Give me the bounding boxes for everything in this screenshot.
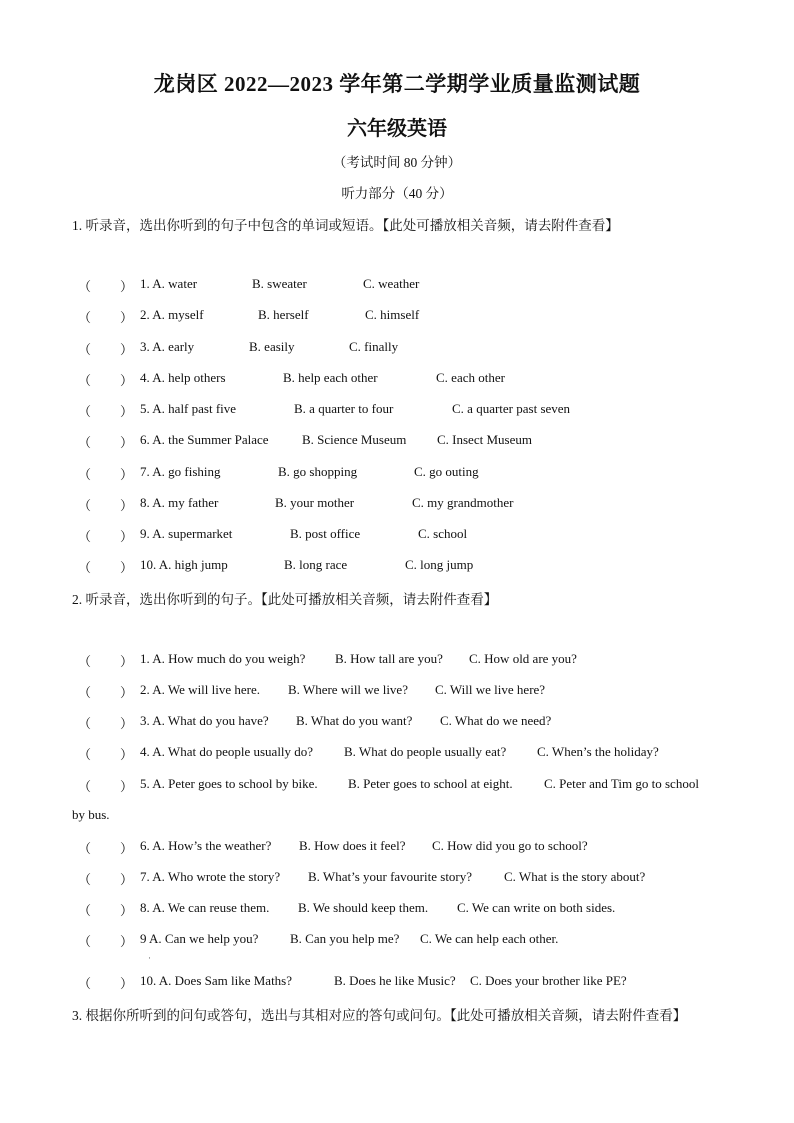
stray-mark: · xyxy=(148,953,151,963)
option-c: C. a quarter past seven xyxy=(452,401,571,416)
option-a: 7. A. go fishing xyxy=(140,464,221,479)
option-c: C. We can write on both sides. xyxy=(457,900,616,915)
answer-blank-open: （ xyxy=(78,685,92,700)
option-a: 4. A. help others xyxy=(140,370,226,385)
part2-question-2 xyxy=(78,682,738,700)
section-heading: 听力部分（40 分） xyxy=(341,186,453,201)
part1-question-1 xyxy=(78,276,738,294)
option-c: C. long jump xyxy=(405,557,474,572)
answer-blank-close: ） xyxy=(120,404,134,419)
option-a: 4. A. What do people usually do? xyxy=(140,744,314,759)
option-a: 1. A. water xyxy=(140,276,198,291)
part1-question-8 xyxy=(78,495,738,513)
option-b: B. What’s your favourite story? xyxy=(308,869,473,884)
answer-blank-close: ） xyxy=(120,373,134,388)
answer-blank-close: ） xyxy=(120,841,134,856)
option-a: 3. A. early xyxy=(140,339,195,354)
option-c: C. What is the story about? xyxy=(504,869,646,884)
part2-question-10 xyxy=(78,973,738,991)
answer-blank-close: ） xyxy=(120,872,134,887)
option-b: B. a quarter to four xyxy=(294,401,394,416)
option-c: C. Will we live here? xyxy=(435,682,546,697)
part1-question-3 xyxy=(78,339,738,357)
option-b: B. long race xyxy=(284,557,348,572)
option-b: B. sweater xyxy=(252,276,307,291)
answer-blank-open: （ xyxy=(78,841,92,856)
option-a: 9 A. Can we help you? xyxy=(140,931,259,946)
option-a: 6. A. How’s the weather? xyxy=(140,838,272,853)
option-a: 7. A. Who wrote the story? xyxy=(140,869,281,884)
answer-blank-open: （ xyxy=(78,560,92,575)
option-c: C. We can help each other. xyxy=(420,931,559,946)
answer-blank-close: ） xyxy=(120,747,134,762)
part2-question-6 xyxy=(78,838,738,856)
part1-question-5 xyxy=(78,401,738,419)
option-a: 5. A. half past five xyxy=(140,401,237,416)
option-b: B. go shopping xyxy=(278,464,358,479)
answer-blank-open: （ xyxy=(78,310,92,325)
part1-question-6 xyxy=(78,432,738,450)
part1-question-7 xyxy=(78,464,738,482)
option-a: 9. A. supermarket xyxy=(140,526,233,541)
option-a: 5. A. Peter goes to school by bike. xyxy=(140,776,318,791)
part2-question-9 xyxy=(78,931,738,949)
answer-blank-close: ） xyxy=(120,529,134,544)
option-b: B. Does he like Music? xyxy=(334,973,456,988)
answer-blank-close: ） xyxy=(120,934,134,949)
part1-instruction: 1. 听录音，选出你听到的句子中包含的单词或短语。【此处可播放相关音频，请去附件查看】 xyxy=(72,218,619,233)
option-c: C. weather xyxy=(363,276,420,291)
part1-question-2 xyxy=(78,307,738,325)
exam-time: （考试时间 80 分钟） xyxy=(332,155,462,170)
answer-blank-open: （ xyxy=(78,934,92,949)
option-c: C. Insect Museum xyxy=(437,432,532,447)
answer-blank-close: ） xyxy=(120,903,134,918)
option-a: 8. A. my father xyxy=(140,495,219,510)
answer-blank-close: ） xyxy=(120,310,134,325)
answer-blank-close: ） xyxy=(120,435,134,450)
answer-blank-close: ） xyxy=(120,779,134,794)
option-a: 10. A. high jump xyxy=(140,557,228,572)
option-c: C. each other xyxy=(436,370,505,385)
answer-blank-open: （ xyxy=(78,404,92,419)
option-b: B. easily xyxy=(249,339,295,354)
answer-blank-close: ） xyxy=(120,654,134,669)
option-b: B. We should keep them. xyxy=(298,900,429,915)
option-b: B. herself xyxy=(258,307,309,322)
option-a: 3. A. What do you have? xyxy=(140,713,269,728)
answer-blank-open: （ xyxy=(78,279,92,294)
option-c: C. go outing xyxy=(414,464,479,479)
answer-blank-open: （ xyxy=(78,435,92,450)
option-c: C. Peter and Tim go to school xyxy=(544,776,699,791)
option-b: B. What do you want? xyxy=(296,713,413,728)
option-b: B. post office xyxy=(290,526,361,541)
part2-instruction: 2. 听录音，选出你听到的句子。【此处可播放相关音频，请去附件查看】 xyxy=(72,592,498,607)
part2-question-8 xyxy=(78,900,738,918)
option-c: C. Does your brother like PE? xyxy=(470,973,627,988)
option-c: C. school xyxy=(418,526,468,541)
option-b: B. Peter goes to school at eight. xyxy=(348,776,513,791)
option-a: 8. A. We can reuse them. xyxy=(140,900,270,915)
option-a: 6. A. the Summer Palace xyxy=(140,432,269,447)
option-b: B. How does it feel? xyxy=(299,838,406,853)
part2-question-7 xyxy=(78,869,738,887)
exam-subject: 六年级英语 xyxy=(347,118,447,140)
answer-blank-open: （ xyxy=(78,654,92,669)
part3-instruction: 3. 根据你所听到的问句或答句，选出与其相对应的答句或问句。【此处可播放相关音频，请去附件查看】 xyxy=(72,1008,687,1023)
option-c: C. What do we need? xyxy=(440,713,552,728)
question-continuation: by bus. xyxy=(72,807,110,822)
option-a: 1. A. How much do you weigh? xyxy=(140,651,306,666)
answer-blank-close: ） xyxy=(120,467,134,482)
answer-blank-open: （ xyxy=(78,498,92,513)
answer-blank-open: （ xyxy=(78,529,92,544)
option-c: C. How did you go to school? xyxy=(432,838,588,853)
option-b: B. your mother xyxy=(275,495,355,510)
answer-blank-close: ） xyxy=(120,342,134,357)
option-b: B. What do people usually eat? xyxy=(344,744,507,759)
answer-blank-open: （ xyxy=(78,903,92,918)
answer-blank-close: ） xyxy=(120,685,134,700)
answer-blank-open: （ xyxy=(78,747,92,762)
part1-question-4 xyxy=(78,370,738,388)
option-a: 2. A. We will live here. xyxy=(140,682,261,697)
answer-blank-close: ） xyxy=(120,498,134,513)
answer-blank-close: ） xyxy=(120,279,134,294)
option-c: C. finally xyxy=(349,339,399,354)
answer-blank-open: （ xyxy=(78,779,92,794)
part2-question-4 xyxy=(78,744,738,762)
part2-question-3 xyxy=(78,713,738,731)
answer-blank-open: （ xyxy=(78,467,92,482)
option-b: B. help each other xyxy=(283,370,378,385)
option-c: C. When’s the holiday? xyxy=(537,744,659,759)
answer-blank-close: ） xyxy=(120,976,134,991)
answer-blank-open: （ xyxy=(78,976,92,991)
option-c: C. my grandmother xyxy=(412,495,514,510)
part1-question-10 xyxy=(78,557,738,575)
part1-question-9 xyxy=(78,526,738,544)
answer-blank-open: （ xyxy=(78,716,92,731)
option-b: B. Can you help me? xyxy=(290,931,400,946)
option-b: B. How tall are you? xyxy=(335,651,443,666)
part2-question-1 xyxy=(78,651,738,669)
answer-blank-open: （ xyxy=(78,872,92,887)
option-b: B. Science Museum xyxy=(302,432,407,447)
answer-blank-close: ） xyxy=(120,560,134,575)
part2-question-5 xyxy=(78,776,738,794)
option-a: 10. A. Does Sam like Maths? xyxy=(140,973,293,988)
option-c: C. How old are you? xyxy=(469,651,577,666)
answer-blank-close: ） xyxy=(120,716,134,731)
option-a: 2. A. myself xyxy=(140,307,204,322)
option-c: C. himself xyxy=(365,307,420,322)
answer-blank-open: （ xyxy=(78,342,92,357)
answer-blank-open: （ xyxy=(78,373,92,388)
option-b: B. Where will we live? xyxy=(288,682,408,697)
exam-title: 龙岗区 2022—2023 学年第二学期学业质量监测试题 xyxy=(153,72,641,96)
